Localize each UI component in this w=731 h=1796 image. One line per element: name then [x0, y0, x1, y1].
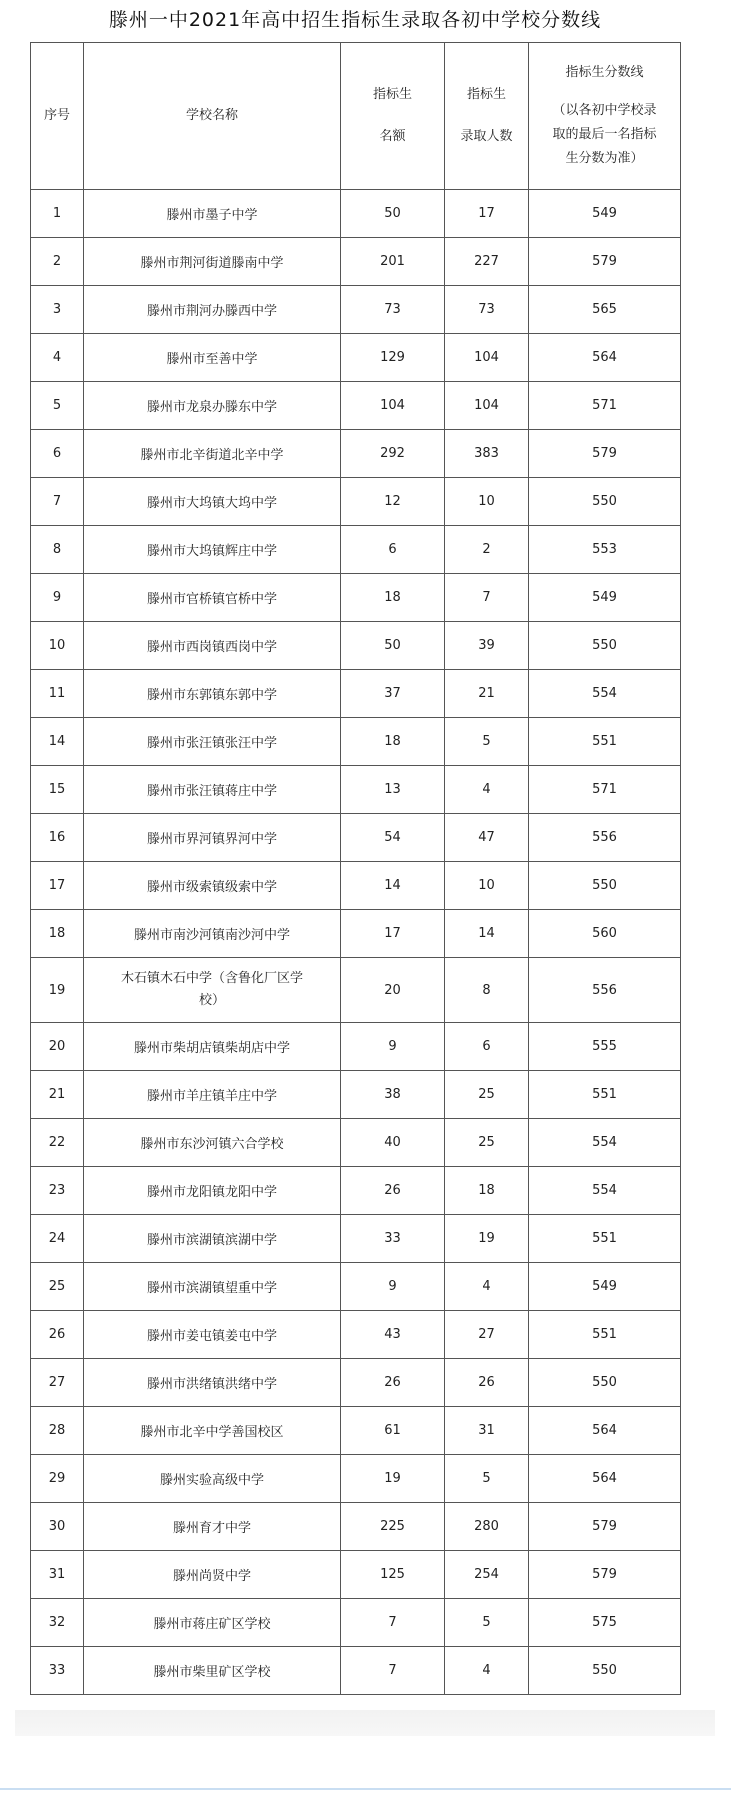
table-row — [31, 334, 681, 382]
row-score: 579 — [529, 1551, 681, 1599]
row-score: 555 — [529, 1023, 681, 1071]
table-row — [31, 1599, 681, 1647]
row-quota: 26 — [341, 1359, 445, 1407]
row-quota: 292 — [341, 430, 445, 478]
header-admitted-line2: 录取人数 — [460, 129, 513, 144]
row-index: 3 — [31, 286, 84, 334]
row-index: 10 — [31, 622, 84, 670]
row-school-name: 滕州市张汪镇蒋庄中学 — [84, 766, 341, 814]
row-admitted: 5 — [445, 1599, 529, 1647]
table-row — [31, 286, 681, 334]
row-quota: 17 — [341, 910, 445, 958]
table-row — [31, 670, 681, 718]
table-row — [31, 526, 681, 574]
row-score: 551 — [529, 1215, 681, 1263]
row-score: 550 — [529, 1359, 681, 1407]
row-index: 32 — [31, 1599, 84, 1647]
table-row — [31, 430, 681, 478]
header-score — [529, 43, 681, 190]
row-school-name-line2: 校） — [198, 993, 225, 1008]
table-row — [31, 1407, 681, 1455]
page-title: 滕州一中2021年高中招生指标生录取各初中学校分数线 — [108, 9, 602, 31]
row-quota: 50 — [341, 190, 445, 238]
row-quota: 13 — [341, 766, 445, 814]
row-index: 28 — [31, 1407, 84, 1455]
table-row — [31, 1167, 681, 1215]
table-row — [31, 1263, 681, 1311]
row-score: 550 — [529, 478, 681, 526]
row-school-name-line1: 木石镇木石中学（含鲁化厂区学 — [120, 971, 303, 986]
header-school: 学校名称 — [84, 43, 341, 190]
row-quota: 38 — [341, 1071, 445, 1119]
table-row — [31, 1359, 681, 1407]
row-admitted: 25 — [445, 1071, 529, 1119]
row-index: 8 — [31, 526, 84, 574]
row-quota: 18 — [341, 574, 445, 622]
row-admitted: 6 — [445, 1023, 529, 1071]
row-index: 24 — [31, 1215, 84, 1263]
header-quota-line1: 指标生 — [372, 87, 412, 102]
row-quota: 19 — [341, 1455, 445, 1503]
header-admitted — [445, 43, 529, 190]
row-score: 575 — [529, 1599, 681, 1647]
row-school-name: 滕州市西岗镇西岗中学 — [84, 622, 341, 670]
row-school-name: 滕州实验高级中学 — [84, 1455, 341, 1503]
row-admitted: 5 — [445, 1455, 529, 1503]
row-quota: 7 — [341, 1647, 445, 1695]
row-quota: 61 — [341, 1407, 445, 1455]
row-admitted: 17 — [445, 190, 529, 238]
row-school-name: 滕州市墨子中学 — [84, 190, 341, 238]
row-index: 9 — [31, 574, 84, 622]
row-score: 571 — [529, 382, 681, 430]
row-school-name: 滕州市荆河街道滕南中学 — [84, 238, 341, 286]
row-admitted: 7 — [445, 574, 529, 622]
row-score: 579 — [529, 430, 681, 478]
header-index: 序号 — [31, 43, 84, 190]
score-table — [30, 42, 681, 1695]
table-row — [31, 1071, 681, 1119]
table-row — [31, 766, 681, 814]
table-row — [31, 1455, 681, 1503]
row-index: 33 — [31, 1647, 84, 1695]
row-quota: 7 — [341, 1599, 445, 1647]
row-admitted: 383 — [445, 430, 529, 478]
row-score: 553 — [529, 526, 681, 574]
row-quota: 26 — [341, 1167, 445, 1215]
row-admitted: 73 — [445, 286, 529, 334]
row-index: 7 — [31, 478, 84, 526]
row-school-name: 滕州市滨湖镇望重中学 — [84, 1263, 341, 1311]
header-score-line4: 生分数为准） — [565, 151, 644, 166]
table-row — [31, 1311, 681, 1359]
row-index: 14 — [31, 718, 84, 766]
row-school-name: 滕州市至善中学 — [84, 334, 341, 382]
row-index: 19 — [31, 958, 84, 1023]
row-admitted: 10 — [445, 478, 529, 526]
row-quota: 12 — [341, 478, 445, 526]
row-index: 29 — [31, 1455, 84, 1503]
row-index: 25 — [31, 1263, 84, 1311]
row-admitted: 18 — [445, 1167, 529, 1215]
row-quota: 20 — [341, 958, 445, 1023]
row-school-name: 滕州市姜屯镇姜屯中学 — [84, 1311, 341, 1359]
row-quota: 73 — [341, 286, 445, 334]
table-row — [31, 718, 681, 766]
row-index: 11 — [31, 670, 84, 718]
row-admitted: 4 — [445, 1263, 529, 1311]
row-score: 549 — [529, 574, 681, 622]
row-admitted: 31 — [445, 1407, 529, 1455]
table-row — [31, 382, 681, 430]
row-school-name: 滕州市东郭镇东郭中学 — [84, 670, 341, 718]
row-school-name: 滕州市蒋庄矿区学校 — [84, 1599, 341, 1647]
row-admitted: 14 — [445, 910, 529, 958]
row-score: 551 — [529, 1071, 681, 1119]
row-quota: 18 — [341, 718, 445, 766]
row-admitted: 26 — [445, 1359, 529, 1407]
row-school-name: 滕州市南沙河镇南沙河中学 — [84, 910, 341, 958]
table-row — [31, 190, 681, 238]
row-index: 17 — [31, 862, 84, 910]
row-index: 31 — [31, 1551, 84, 1599]
table-row — [31, 862, 681, 910]
row-quota: 225 — [341, 1503, 445, 1551]
row-quota: 50 — [341, 622, 445, 670]
row-school-name — [84, 958, 341, 1023]
table-row — [31, 238, 681, 286]
row-school-name: 滕州市荆河办滕西中学 — [84, 286, 341, 334]
bottom-divider — [0, 1788, 731, 1790]
row-score: 549 — [529, 1263, 681, 1311]
row-school-name: 滕州市羊庄镇羊庄中学 — [84, 1071, 341, 1119]
row-score: 551 — [529, 1311, 681, 1359]
table-row — [31, 1023, 681, 1071]
row-school-name: 滕州市龙泉办滕东中学 — [84, 382, 341, 430]
page-shadow — [15, 1710, 715, 1736]
row-score: 564 — [529, 1407, 681, 1455]
row-school-name: 滕州市东沙河镇六合学校 — [84, 1119, 341, 1167]
row-quota: 54 — [341, 814, 445, 862]
row-index: 27 — [31, 1359, 84, 1407]
row-quota: 33 — [341, 1215, 445, 1263]
header-admitted-line1: 指标生 — [466, 87, 506, 102]
row-school-name: 滕州市龙阳镇龙阳中学 — [84, 1167, 341, 1215]
row-school-name: 滕州市界河镇界河中学 — [84, 814, 341, 862]
row-index: 15 — [31, 766, 84, 814]
row-quota: 6 — [341, 526, 445, 574]
row-score: 556 — [529, 814, 681, 862]
row-quota: 9 — [341, 1023, 445, 1071]
row-score: 554 — [529, 670, 681, 718]
row-score: 551 — [529, 718, 681, 766]
row-index: 20 — [31, 1023, 84, 1071]
row-school-name: 滕州育才中学 — [84, 1503, 341, 1551]
row-school-name: 滕州市洪绪镇洪绪中学 — [84, 1359, 341, 1407]
row-index: 23 — [31, 1167, 84, 1215]
row-admitted: 10 — [445, 862, 529, 910]
row-quota: 14 — [341, 862, 445, 910]
table-row — [31, 478, 681, 526]
row-score: 565 — [529, 286, 681, 334]
row-quota: 9 — [341, 1263, 445, 1311]
row-index: 6 — [31, 430, 84, 478]
row-admitted: 39 — [445, 622, 529, 670]
header-score-line3: 取的最后一名指标 — [552, 127, 657, 142]
row-admitted: 8 — [445, 958, 529, 1023]
table-row — [31, 574, 681, 622]
table-row — [31, 1551, 681, 1599]
row-school-name: 滕州市北辛街道北辛中学 — [84, 430, 341, 478]
header-quota — [341, 43, 445, 190]
row-quota: 129 — [341, 334, 445, 382]
table-row — [31, 1647, 681, 1695]
row-admitted: 27 — [445, 1311, 529, 1359]
table-row — [31, 1503, 681, 1551]
row-score: 560 — [529, 910, 681, 958]
table-row — [31, 1119, 681, 1167]
row-school-name: 滕州市滨湖镇滨湖中学 — [84, 1215, 341, 1263]
table-row — [31, 958, 681, 1023]
header-score-line1: 指标生分数线 — [565, 65, 644, 80]
row-admitted: 104 — [445, 382, 529, 430]
row-admitted: 4 — [445, 766, 529, 814]
row-score: 579 — [529, 238, 681, 286]
row-score: 554 — [529, 1119, 681, 1167]
row-quota: 43 — [341, 1311, 445, 1359]
row-index: 1 — [31, 190, 84, 238]
row-score: 571 — [529, 766, 681, 814]
row-school-name: 滕州市张汪镇张汪中学 — [84, 718, 341, 766]
row-index: 2 — [31, 238, 84, 286]
row-admitted: 2 — [445, 526, 529, 574]
table-row — [31, 622, 681, 670]
row-quota: 201 — [341, 238, 445, 286]
row-admitted: 227 — [445, 238, 529, 286]
row-quota: 104 — [341, 382, 445, 430]
header-score-line2: （以各初中学校录 — [552, 103, 657, 118]
row-school-name: 滕州市柴胡店镇柴胡店中学 — [84, 1023, 341, 1071]
row-school-name: 滕州市官桥镇官桥中学 — [84, 574, 341, 622]
row-quota: 125 — [341, 1551, 445, 1599]
row-score: 564 — [529, 1455, 681, 1503]
row-score: 550 — [529, 1647, 681, 1695]
row-school-name: 滕州市级索镇级索中学 — [84, 862, 341, 910]
row-score: 550 — [529, 622, 681, 670]
row-school-name: 滕州市柴里矿区学校 — [84, 1647, 341, 1695]
row-index: 4 — [31, 334, 84, 382]
row-index: 22 — [31, 1119, 84, 1167]
row-score: 579 — [529, 1503, 681, 1551]
header-row — [31, 43, 681, 190]
row-score: 564 — [529, 334, 681, 382]
row-school-name: 滕州市大坞镇辉庄中学 — [84, 526, 341, 574]
row-admitted: 21 — [445, 670, 529, 718]
row-school-name: 滕州尚贤中学 — [84, 1551, 341, 1599]
header-quota-line2: 名额 — [379, 129, 406, 144]
row-admitted: 25 — [445, 1119, 529, 1167]
row-index: 30 — [31, 1503, 84, 1551]
row-admitted: 104 — [445, 334, 529, 382]
table-row — [31, 814, 681, 862]
row-admitted: 254 — [445, 1551, 529, 1599]
row-index: 18 — [31, 910, 84, 958]
row-score: 554 — [529, 1167, 681, 1215]
row-index: 26 — [31, 1311, 84, 1359]
row-score: 550 — [529, 862, 681, 910]
row-admitted: 47 — [445, 814, 529, 862]
table-row — [31, 1215, 681, 1263]
table-row — [31, 910, 681, 958]
row-admitted: 5 — [445, 718, 529, 766]
row-score: 549 — [529, 190, 681, 238]
row-admitted: 280 — [445, 1503, 529, 1551]
row-score: 556 — [529, 958, 681, 1023]
row-quota: 37 — [341, 670, 445, 718]
row-admitted: 4 — [445, 1647, 529, 1695]
row-school-name: 滕州市北辛中学善国校区 — [84, 1407, 341, 1455]
row-school-name: 滕州市大坞镇大坞中学 — [84, 478, 341, 526]
row-index: 21 — [31, 1071, 84, 1119]
row-admitted: 19 — [445, 1215, 529, 1263]
row-index: 5 — [31, 382, 84, 430]
row-quota: 40 — [341, 1119, 445, 1167]
row-index: 16 — [31, 814, 84, 862]
